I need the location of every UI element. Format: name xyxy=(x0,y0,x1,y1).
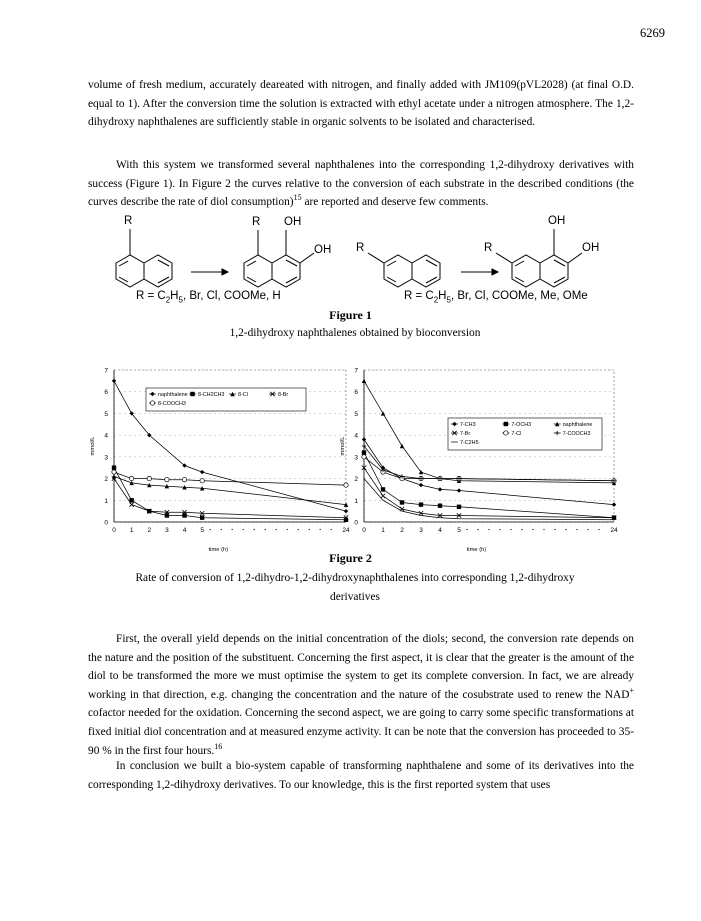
data-point xyxy=(129,502,133,506)
data-point xyxy=(612,502,616,506)
legend-label: naphthalene xyxy=(562,422,593,428)
data-point xyxy=(362,450,366,454)
data-point xyxy=(182,477,186,481)
data-point xyxy=(438,504,442,508)
x-tick-label: 2 xyxy=(400,527,404,534)
r-groups-right-sub: 2 xyxy=(433,295,439,305)
r-groups-left-tail: , Br, Cl, COOMe, H xyxy=(182,290,281,302)
x-tick-label: 24 xyxy=(610,527,618,534)
y-tick-label: 5 xyxy=(104,410,108,418)
data-point xyxy=(129,476,133,480)
paragraph-1: volume of fresh medium, accurately deareated with nitrogen, and finally added with JM109(pVL2028) (at final O.D. equal to 1). After the conversion time the solution is extracted with ethyl acetate under a nitrogen atmosphere. The 1,2-dihydroxy naphthalenes are sufficiently stable in organic solvents to be isolated and characterised. xyxy=(88,79,634,129)
chart-left-svg xyxy=(82,358,358,553)
x-tick-label: 4 xyxy=(182,527,187,534)
oh-label-1: OH xyxy=(284,216,302,228)
paragraph-2-text-a: With this system we transformed several naphthalenes into the corresponding 1,2-dihydroxy derivatives with success (Figure 1). In Figure 2 the curves relative to the conversion of each substrate in the described conditions (the curves describe the rate of diol consumption) xyxy=(88,159,634,209)
legend-label: 7-C2H5 xyxy=(460,440,479,446)
naphthalene-left-reactant xyxy=(116,229,172,287)
r-label-3: R xyxy=(356,242,365,254)
data-point xyxy=(165,477,169,481)
legend-label: 8-CH2CH3 xyxy=(198,392,225,398)
x-tick-dot xyxy=(276,529,277,530)
y-axis-label: mmol/L xyxy=(340,436,346,456)
y-tick-label: 1 xyxy=(354,497,358,505)
x-tick-label: 24 xyxy=(342,527,350,534)
x-tick-dot xyxy=(265,529,266,530)
r-label-1: R xyxy=(124,215,133,227)
x-tick-label: 2 xyxy=(147,527,152,534)
legend-label: 7-CH3 xyxy=(460,422,476,428)
reaction-arrow-1 xyxy=(191,269,228,275)
data-point xyxy=(457,488,461,492)
figure-1-title: Figure 1 xyxy=(329,308,372,322)
reference-16: 16 xyxy=(214,741,223,751)
r-groups-left-sub: 2 xyxy=(165,295,171,305)
y-tick-label: 2 xyxy=(354,476,358,484)
x-tick-label: 1 xyxy=(129,527,134,534)
y-tick-label: 6 xyxy=(104,389,108,397)
x-tick-label: 5 xyxy=(457,527,461,534)
data-point xyxy=(112,466,116,470)
data-point xyxy=(200,515,204,519)
x-tick-dot xyxy=(510,529,511,530)
x-tick-dot xyxy=(532,529,533,530)
data-point xyxy=(112,470,116,474)
series-7-OCH3 xyxy=(362,450,616,520)
data-point xyxy=(200,470,204,474)
y-tick-label: 3 xyxy=(104,454,108,462)
x-axis-label: time (h) xyxy=(466,547,487,553)
x-tick-dot xyxy=(298,529,299,530)
r-groups-left-sub2: 5 xyxy=(178,295,183,305)
x-tick-dot xyxy=(210,529,211,530)
y-tick-label: 3 xyxy=(354,454,358,462)
legend-label: 8-COOCH3 xyxy=(158,401,186,407)
data-point xyxy=(112,379,116,383)
reference-15: 15 xyxy=(293,193,302,203)
chart-right xyxy=(338,358,628,553)
paragraph-4: In conclusion we built a bio-system capable of transforming naphthalene and some of its derivatives into the corresponding 1,2-dihydroxy derivatives. To our knowledge, this is the first reported system that uses xyxy=(88,760,634,791)
legend-marker xyxy=(150,401,154,405)
series-8-Br xyxy=(112,476,348,519)
r-groups-right-prefix: R = C xyxy=(404,290,434,302)
y-axis-label: mmol/L xyxy=(90,436,96,456)
series-line xyxy=(364,479,614,520)
figure-2-title: Figure 2 xyxy=(329,551,372,565)
r-label-4: R xyxy=(484,242,493,254)
x-tick-label: 1 xyxy=(381,527,385,534)
paragraph-3-text-a: First, the overall yield depends on the initial concentration of the diols; second, the conversion rate depends on the nature and the position of the substituent. Concerning the first aspect, it is clear that the greater is the amount of the diol to be transformed the more we must optimise the system to get its complete conversion. In fact, we are already working in that direction, e.g. changing the concentration and the nature of the cosubstrate used to renew the NAD xyxy=(88,633,634,701)
r-groups-right-h: H xyxy=(438,290,447,302)
r-groups-right-tail: , Br, Cl, COOMe, Me, OMe xyxy=(450,290,588,302)
y-tick-label: 1 xyxy=(104,497,108,505)
x-tick-dot xyxy=(243,529,244,530)
x-tick-dot xyxy=(331,529,332,530)
x-axis-label: time (h) xyxy=(208,547,229,553)
x-tick-dot xyxy=(521,529,522,530)
x-tick-dot xyxy=(287,529,288,530)
data-point xyxy=(381,494,385,498)
x-tick-label: 4 xyxy=(438,527,442,534)
legend-label: 8-Br xyxy=(278,392,289,398)
y-tick-label: 2 xyxy=(104,476,108,484)
x-tick-label: 5 xyxy=(200,527,204,534)
r-groups-left xyxy=(136,290,281,304)
x-tick-dot xyxy=(499,529,500,530)
oh-label-2: OH xyxy=(314,244,332,256)
oh-label-4: OH xyxy=(582,242,600,254)
legend-label: 7-Br xyxy=(460,431,471,437)
data-point xyxy=(200,479,204,483)
x-tick-dot xyxy=(221,529,222,530)
chart-left xyxy=(82,358,358,553)
y-tick-label: 0 xyxy=(104,519,108,527)
data-point xyxy=(400,500,404,504)
legend xyxy=(146,388,306,411)
y-tick-label: 7 xyxy=(354,367,358,375)
series-8-CH2CH3 xyxy=(112,466,348,523)
y-tick-label: 5 xyxy=(354,410,358,418)
r-groups-left-prefix: R = C xyxy=(136,290,166,302)
legend-marker xyxy=(504,422,508,426)
figure-2-caption: Rate of conversion of 1,2-dihydro-1,2-dihydroxynaphthalenes into corresponding 1,2-dihydroxy derivatives xyxy=(135,572,575,603)
data-point xyxy=(112,474,116,478)
x-tick-dot xyxy=(320,529,321,530)
data-point xyxy=(419,502,423,506)
legend-label: 7-OCH3 xyxy=(511,422,532,428)
oh-label-3: OH xyxy=(548,215,566,227)
legend-label: 7-COOCH3 xyxy=(562,431,591,437)
legend-marker xyxy=(504,431,508,435)
x-tick-dot xyxy=(587,529,588,530)
x-tick-label: 3 xyxy=(165,527,169,534)
r-groups-left-h: H xyxy=(170,290,179,302)
y-tick-label: 6 xyxy=(354,389,358,397)
x-tick-dot xyxy=(554,529,555,530)
figure-1-caption: 1,2-dihydroxy naphthalenes obtained by bioconversion xyxy=(229,327,481,339)
legend-label: 8-Cl xyxy=(238,392,248,398)
paragraph-3-text-b: cofactor needed for the oxidation. Concerning the second aspect, we are going to carry some specific transformations at fixed initial diol concentration and at measured enzyme activity. It can be note that the conversion has proceeded to 35-90 % in the first four hours. xyxy=(88,707,634,757)
paragraph-2 xyxy=(88,156,634,212)
y-tick-label: 4 xyxy=(354,432,358,440)
series-line xyxy=(364,468,614,518)
data-point xyxy=(419,483,423,487)
paragraph-2-text-b: are reported and deserve few comments. xyxy=(301,196,489,209)
legend-label: naphthalene xyxy=(158,392,188,398)
x-tick-label: 3 xyxy=(419,527,423,534)
x-tick-dot xyxy=(232,529,233,530)
x-tick-label: 0 xyxy=(362,527,366,534)
r-groups-right xyxy=(404,290,588,304)
x-tick-dot xyxy=(543,529,544,530)
x-tick-dot xyxy=(466,529,467,530)
data-point xyxy=(362,379,366,383)
paragraph-3 xyxy=(88,630,634,760)
data-point xyxy=(457,505,461,509)
series-7-C2H5 xyxy=(364,479,614,520)
x-tick-dot xyxy=(598,529,599,530)
y-tick-label: 4 xyxy=(104,432,108,440)
dihydroxy-naphthalene-right-product xyxy=(496,229,582,287)
legend-label: 7-Cl xyxy=(511,431,522,437)
naphthalene-right-reactant xyxy=(368,253,440,287)
data-point xyxy=(381,487,385,491)
x-tick-dot xyxy=(309,529,310,530)
dihydroxy-naphthalene-left-product xyxy=(244,230,314,287)
y-tick-label: 7 xyxy=(104,367,108,375)
x-tick-dot xyxy=(565,529,566,530)
nad-superscript: + xyxy=(629,685,634,695)
series-7-Br xyxy=(362,466,616,520)
r-label-2: R xyxy=(252,216,261,228)
reaction-arrow-2 xyxy=(461,269,498,275)
x-tick-dot xyxy=(488,529,489,530)
r-groups-right-sub2: 5 xyxy=(446,295,451,305)
data-point xyxy=(362,455,366,459)
chart-right-svg xyxy=(338,358,628,553)
legend xyxy=(448,418,602,450)
y-tick-label: 0 xyxy=(354,519,358,527)
x-tick-dot xyxy=(477,529,478,530)
x-tick-label: 0 xyxy=(112,527,116,534)
data-point xyxy=(400,444,404,448)
x-tick-dot xyxy=(254,529,255,530)
legend-marker xyxy=(190,392,194,396)
series-line xyxy=(364,446,614,481)
x-tick-dot xyxy=(576,529,577,530)
data-point xyxy=(362,437,366,441)
data-point xyxy=(147,476,151,480)
data-point xyxy=(438,487,442,491)
page-number: 6269 xyxy=(640,26,665,40)
